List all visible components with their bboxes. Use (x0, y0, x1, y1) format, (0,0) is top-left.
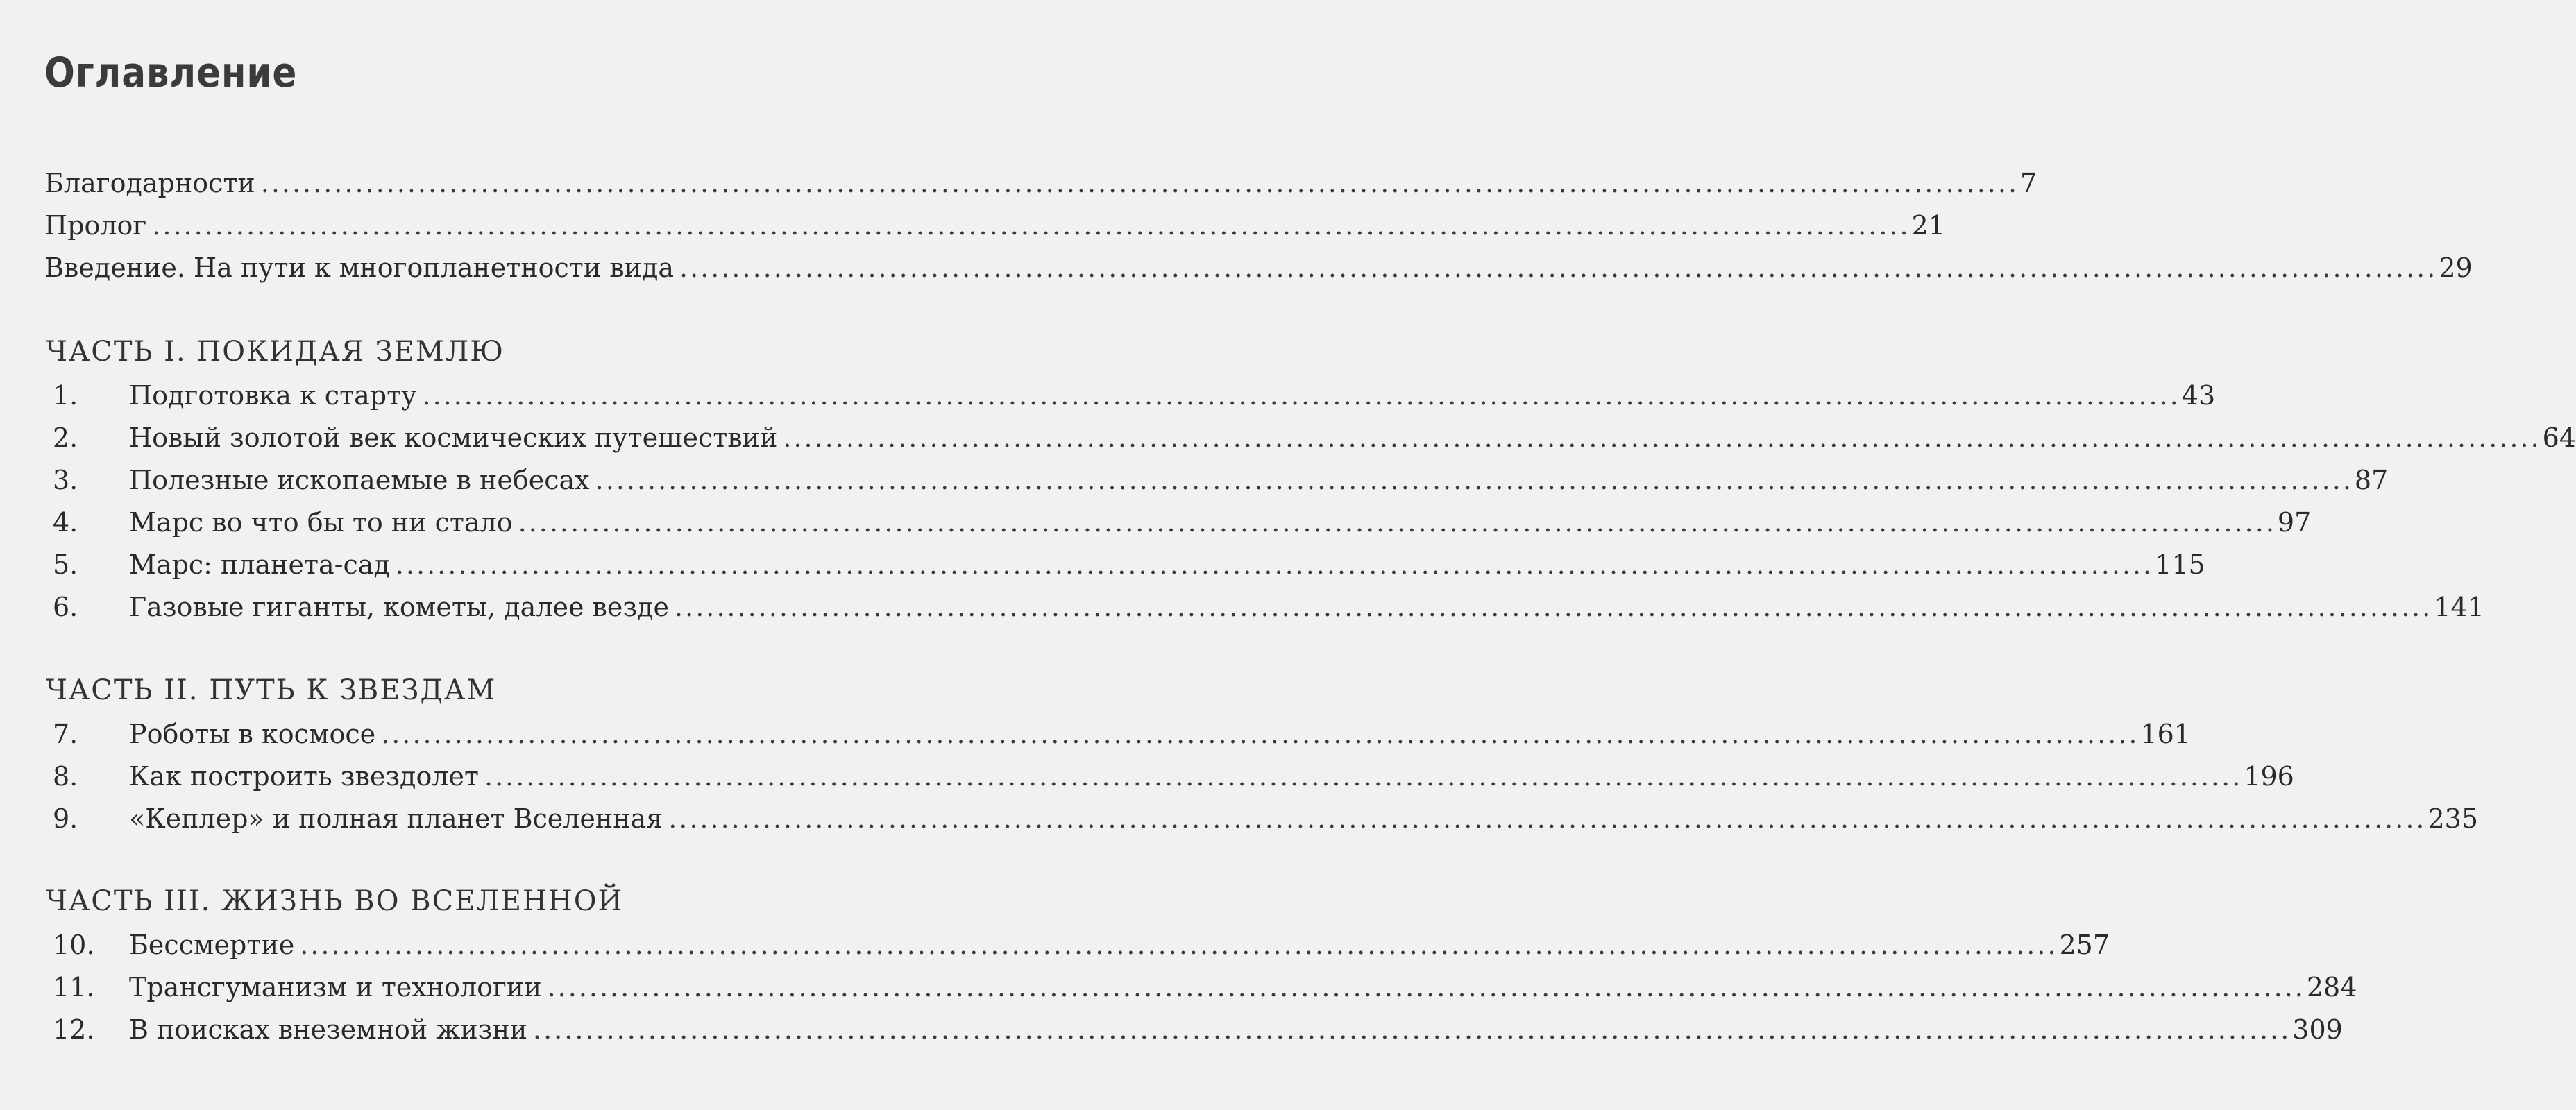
dot-leader: ........................................................................................................................................................................ (395, 549, 2154, 580)
chapter-label: Бессмертие (129, 930, 295, 960)
chapter-page: 196 (2244, 761, 2294, 792)
chapter-label: В поисках внеземной жизни (129, 1014, 527, 1045)
chapter-page: 43 (2181, 380, 2216, 411)
dot-leader: ........................................................................................................................................................................ (783, 422, 2541, 453)
chapter-label: Роботы в космосе (129, 719, 376, 749)
chapter-page: 97 (2277, 507, 2312, 538)
chapter-label: Трансгуманизм и технологии (129, 972, 542, 1002)
chapter-number: 8. (53, 761, 78, 792)
chapter-page: 284 (2306, 972, 2357, 1002)
chapter-number: 4. (53, 507, 78, 538)
chapter-page: 64 (2542, 422, 2576, 453)
dot-leader: ........................................................................................................................................................................ (675, 592, 2433, 622)
part-heading-2: ЧАСТЬ II. ПУТЬ К ЗВЕЗДАМ (46, 674, 497, 706)
chapter-entry (53, 930, 2110, 967)
chapter-number: 10. (53, 930, 95, 960)
page-title: Оглавление (44, 49, 298, 97)
chapter-entry (53, 803, 2479, 841)
chapter-label: «Кеплер» и полная планет Вселенная (129, 803, 663, 834)
dot-leader: ........................................................................................................................................................................ (679, 253, 2438, 283)
chapter-number: 11. (53, 972, 95, 1002)
toc-entry-introduction (44, 253, 2473, 290)
entry-label: Введение. На пути к многопланетности вида (44, 253, 675, 283)
chapter-number: 1. (53, 380, 78, 411)
part-heading-1: ЧАСТЬ I. ПОКИДАЯ ЗЕМЛЮ (46, 336, 505, 368)
dot-leader: ........................................................................................................................................................................ (547, 972, 2305, 1002)
chapter-label: Как построить звездолет (129, 761, 479, 792)
chapter-entry (53, 422, 2576, 460)
chapter-label: Марс: планета-сад (129, 549, 390, 580)
chapter-page: 141 (2434, 592, 2484, 622)
chapter-number: 7. (53, 719, 78, 749)
chapter-page: 115 (2155, 549, 2205, 580)
chapter-label: Газовые гиганты, кометы, далее везде (129, 592, 670, 622)
chapter-entry (53, 761, 2294, 799)
chapter-page: 87 (2354, 465, 2389, 495)
dot-leader: ........................................................................................................................................................................ (381, 719, 2139, 749)
chapter-label: Подготовка к старту (129, 380, 417, 411)
chapter-entry (53, 549, 2205, 587)
dot-leader: ........................................................................................................................................................................ (300, 930, 2058, 960)
dot-leader: ........................................................................................................................................................................ (484, 761, 2243, 792)
part-heading-3: ЧАСТЬ III. ЖИЗНЬ ВО ВСЕЛЕННОЙ (46, 885, 624, 917)
chapter-number: 9. (53, 803, 78, 834)
chapter-entry (53, 1014, 2343, 1052)
dot-leader: ........................................................................................................................................................................ (518, 507, 2276, 538)
dot-leader: ........................................................................................................................................................................ (422, 380, 2180, 411)
chapter-entry (53, 507, 2312, 545)
chapter-entry (53, 972, 2357, 1009)
dot-leader: ........................................................................................................................................................................ (595, 465, 2353, 495)
chapter-page: 257 (2059, 930, 2110, 960)
chapter-number: 12. (53, 1014, 95, 1045)
chapter-number: 5. (53, 549, 78, 580)
chapter-number: 6. (53, 592, 78, 622)
entry-page: 29 (2439, 253, 2473, 283)
chapter-entry (53, 465, 2389, 502)
dot-leader: ........................................................................................................................................................................ (533, 1014, 2291, 1045)
chapter-entry (53, 380, 2216, 418)
dot-leader: ........................................................................................................................................................................ (668, 803, 2427, 834)
chapter-label: Марс во что бы то ни стало (129, 507, 513, 538)
chapter-number: 3. (53, 465, 78, 495)
dot-leader: ........................................................................................................................................................................ (260, 168, 2019, 198)
entry-page: 21 (1911, 210, 1945, 241)
entry-page: 7 (2020, 168, 2037, 198)
chapter-page: 309 (2292, 1014, 2343, 1045)
chapter-page: 235 (2427, 803, 2479, 834)
entry-label: Благодарности (44, 168, 255, 198)
chapter-label: Полезные ископаемые в небесах (129, 465, 590, 495)
chapter-entry (53, 592, 2484, 629)
entry-label: Пролог (44, 210, 147, 241)
chapter-entry (53, 719, 2191, 756)
dot-leader: ........................................................................................................................................................................ (152, 210, 1910, 241)
chapter-label: Новый золотой век космических путешествий (129, 422, 778, 453)
chapter-number: 2. (53, 422, 78, 453)
toc-entry-prologue (44, 210, 1945, 248)
chapter-page: 161 (2140, 719, 2191, 749)
toc-entry-acknowledgements (44, 168, 2037, 205)
